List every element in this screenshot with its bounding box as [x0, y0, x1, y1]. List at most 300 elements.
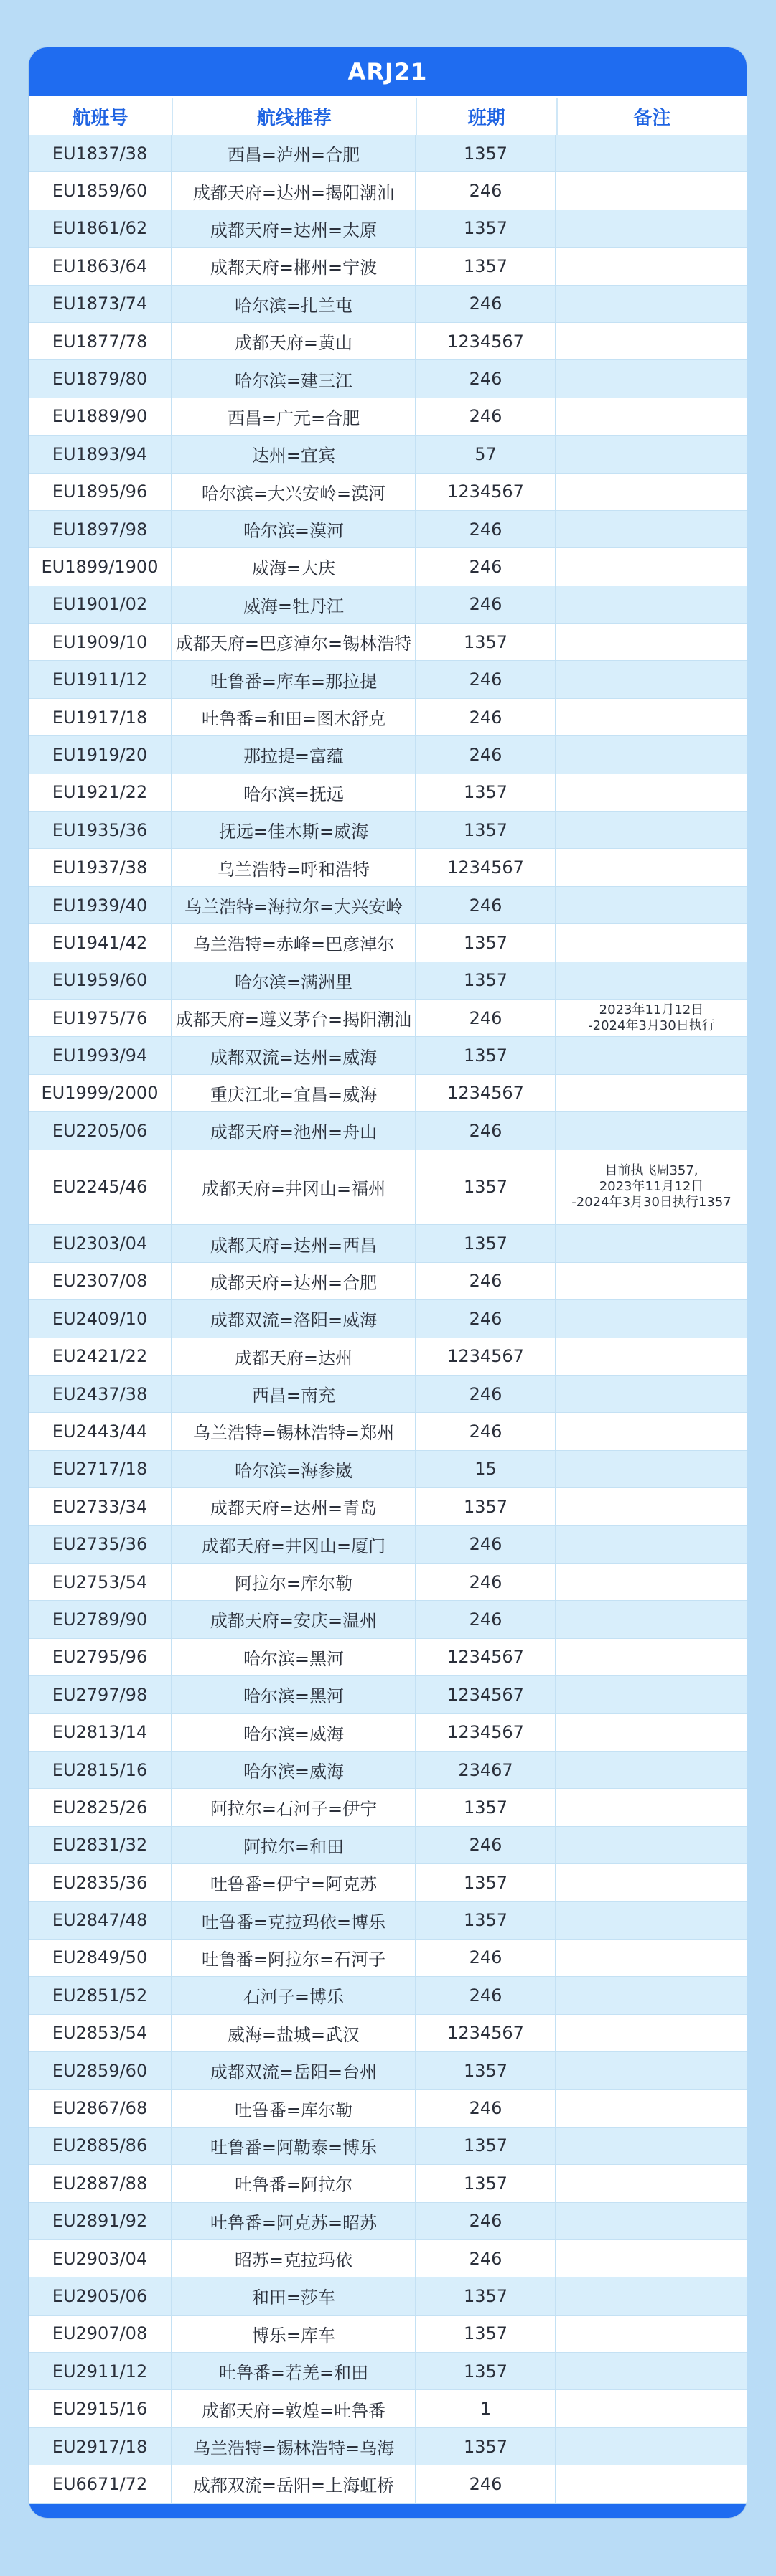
cell-note [556, 1639, 747, 1676]
cell-note [556, 849, 747, 886]
table-row [29, 812, 747, 849]
cell-route: 西昌=南充 [172, 1376, 416, 1413]
cell-note [556, 924, 747, 962]
table-row [29, 511, 747, 548]
cell-flight: EU1917/18 [29, 699, 172, 736]
cell-flight: EU1859/60 [29, 172, 172, 210]
table-title: ARJ21 [29, 47, 747, 96]
cell-route: 成都天府=井冈山=厦门 [172, 1526, 416, 1563]
cell-flight: EU2421/22 [29, 1338, 172, 1376]
table-row [29, 474, 747, 511]
table-row [29, 1488, 747, 1526]
table-row [29, 135, 747, 172]
table-row [29, 2090, 747, 2127]
cell-days: 246 [416, 1526, 556, 1563]
cell-days: 246 [416, 1827, 556, 1864]
cell-flight: EU2907/08 [29, 2316, 172, 2353]
cell-flight: EU2205/06 [29, 1112, 172, 1150]
table-row [29, 924, 747, 962]
cell-flight: EU2815/16 [29, 1752, 172, 1789]
cell-route: 成都天府=郴州=宁波 [172, 248, 416, 285]
cell-route: 成都双流=岳阳=台州 [172, 2052, 416, 2090]
cell-flight: EU2733/34 [29, 1488, 172, 1526]
cell-flight: EU2917/18 [29, 2428, 172, 2465]
cell-note [556, 2090, 747, 2127]
table-header [29, 96, 747, 135]
cell-note [556, 398, 747, 436]
cell-route: 哈尔滨=建三江 [172, 360, 416, 398]
table-row [29, 1037, 747, 1074]
cell-days: 1357 [416, 2128, 556, 2165]
cell-days: 246 [416, 1601, 556, 1638]
cell-route: 哈尔滨=海参崴 [172, 1451, 416, 1488]
cell-note [556, 1263, 747, 1300]
cell-flight: EU1993/94 [29, 1037, 172, 1074]
cell-route: 那拉提=富蕴 [172, 736, 416, 774]
cell-route: 吐鲁番=阿拉尔 [172, 2165, 416, 2202]
table-row [29, 1225, 747, 1262]
cell-flight: EU1877/78 [29, 323, 172, 360]
cell-note [556, 1864, 747, 1902]
header-flight: 航班号 [29, 98, 173, 135]
cell-note [556, 1676, 747, 1714]
cell-route: 成都天府=达州=合肥 [172, 1263, 416, 1300]
header-route: 航线推荐 [173, 98, 417, 135]
cell-flight: EU1895/96 [29, 474, 172, 511]
cell-note [556, 2465, 747, 2503]
cell-note [556, 323, 747, 360]
table-row [29, 1827, 747, 1864]
cell-route: 成都双流=岳阳=上海虹桥 [172, 2465, 416, 2503]
cell-flight: EU2831/32 [29, 1827, 172, 1864]
cell-flight: EU1939/40 [29, 887, 172, 924]
cell-days: 246 [416, 2203, 556, 2240]
cell-days: 1234567 [416, 849, 556, 886]
table-row [29, 624, 747, 661]
cell-flight: EU2797/98 [29, 1676, 172, 1714]
cell-route: 吐鲁番=若羌=和田 [172, 2353, 416, 2390]
cell-days: 246 [416, 172, 556, 210]
cell-flight: EU2853/54 [29, 2015, 172, 2052]
cell-route: 成都天府=达州=揭阳潮汕 [172, 172, 416, 210]
table-row [29, 1752, 747, 1789]
table-row [29, 2128, 747, 2165]
cell-flight: EU1975/76 [29, 1000, 172, 1037]
cell-note [556, 2052, 747, 2090]
cell-route: 成都天府=遵义茅台=揭阳潮汕 [172, 1000, 416, 1037]
cell-note [556, 2015, 747, 2052]
cell-flight: EU1935/36 [29, 812, 172, 849]
cell-route: 乌兰浩特=海拉尔=大兴安岭 [172, 887, 416, 924]
cell-flight: EU2905/06 [29, 2277, 172, 2315]
table-row [29, 849, 747, 886]
cell-flight: EU6671/72 [29, 2465, 172, 2503]
cell-note [556, 1977, 747, 2014]
cell-note [556, 1902, 747, 1939]
cell-days: 1357 [416, 210, 556, 248]
cell-days: 246 [416, 1300, 556, 1338]
cell-flight: EU1901/02 [29, 586, 172, 624]
cell-days: 246 [416, 1263, 556, 1300]
cell-days: 246 [416, 661, 556, 698]
cell-days: 1357 [416, 624, 556, 661]
cell-route: 威海=牡丹江 [172, 586, 416, 624]
cell-note [556, 1225, 747, 1262]
table-row [29, 1075, 747, 1112]
table-row [29, 2390, 747, 2427]
cell-days: 1357 [416, 774, 556, 812]
table-footer-bar [29, 2504, 747, 2518]
table-row [29, 1338, 747, 1376]
cell-route: 成都天府=黄山 [172, 323, 416, 360]
cell-flight: EU2307/08 [29, 1263, 172, 1300]
cell-days: 1 [416, 2390, 556, 2427]
table-row [29, 1451, 747, 1488]
table-row [29, 210, 747, 248]
table-row [29, 1601, 747, 1638]
cell-route: 乌兰浩特=呼和浩特 [172, 849, 416, 886]
cell-days: 1357 [416, 924, 556, 962]
cell-route: 昭苏=克拉玛依 [172, 2240, 416, 2277]
table-row [29, 1526, 747, 1563]
cell-days: 246 [416, 1564, 556, 1601]
cell-flight: EU2443/44 [29, 1413, 172, 1450]
table-row [29, 2277, 747, 2315]
table-row [29, 1902, 747, 1939]
cell-days: 1234567 [416, 1676, 556, 1714]
cell-note [556, 1940, 747, 1977]
cell-flight: EU2867/68 [29, 2090, 172, 2127]
cell-flight: EU1897/98 [29, 511, 172, 548]
table-row [29, 2203, 747, 2240]
cell-route: 成都天府=敦煌=吐鲁番 [172, 2390, 416, 2427]
cell-flight: EU1937/38 [29, 849, 172, 886]
cell-note [556, 286, 747, 323]
cell-days: 246 [416, 2465, 556, 2503]
cell-flight: EU1919/20 [29, 736, 172, 774]
cell-flight: EU1999/2000 [29, 1075, 172, 1112]
table-row [29, 248, 747, 285]
cell-note [556, 1338, 747, 1376]
table-row [29, 2165, 747, 2202]
cell-flight: EU2717/18 [29, 1451, 172, 1488]
cell-route: 威海=大庆 [172, 548, 416, 586]
cell-route: 成都天府=安庆=温州 [172, 1601, 416, 1638]
cell-note [556, 2428, 747, 2465]
cell-route: 哈尔滨=扎兰屯 [172, 286, 416, 323]
cell-route: 成都天府=井冈山=福州 [172, 1150, 416, 1226]
cell-days: 23467 [416, 1752, 556, 1789]
cell-flight: EU2825/26 [29, 1789, 172, 1826]
cell-note [556, 586, 747, 624]
cell-note [556, 661, 747, 698]
cell-days: 1234567 [416, 1639, 556, 1676]
cell-flight: EU2795/96 [29, 1639, 172, 1676]
cell-days: 246 [416, 887, 556, 924]
cell-flight: EU1861/62 [29, 210, 172, 248]
cell-days: 246 [416, 548, 556, 586]
cell-flight: EU2409/10 [29, 1300, 172, 1338]
table-row [29, 286, 747, 323]
cell-days: 1357 [416, 812, 556, 849]
cell-note [556, 1451, 747, 1488]
cell-days: 246 [416, 2090, 556, 2127]
cell-days: 1357 [416, 1789, 556, 1826]
cell-days: 1357 [416, 1864, 556, 1902]
cell-flight: EU2813/14 [29, 1714, 172, 1751]
cell-flight: EU2859/60 [29, 2052, 172, 2090]
cell-route: 吐鲁番=伊宁=阿克苏 [172, 1864, 416, 1902]
cell-flight: EU1941/42 [29, 924, 172, 962]
cell-flight: EU1921/22 [29, 774, 172, 812]
cell-note: 目前执飞周357, 2023年11月12日 -2024年3月30日执行1357 [556, 1150, 747, 1226]
cell-flight: EU1837/38 [29, 135, 172, 172]
table-row [29, 2353, 747, 2390]
cell-note [556, 360, 747, 398]
cell-days: 1357 [416, 962, 556, 1000]
cell-flight: EU2735/36 [29, 1526, 172, 1563]
table-row [29, 172, 747, 210]
cell-route: 达州=宜宾 [172, 436, 416, 473]
cell-days: 246 [416, 286, 556, 323]
cell-note [556, 548, 747, 586]
cell-days: 246 [416, 360, 556, 398]
cell-days: 246 [416, 2240, 556, 2277]
cell-route: 成都天府=巴彦淖尔=锡林浩特 [172, 624, 416, 661]
cell-days: 246 [416, 1413, 556, 1450]
cell-days: 246 [416, 1940, 556, 1977]
cell-note [556, 2240, 747, 2277]
cell-route: 成都天府=池州=舟山 [172, 1112, 416, 1150]
table-row [29, 1112, 747, 1150]
cell-note [556, 1300, 747, 1338]
cell-route: 哈尔滨=黑河 [172, 1676, 416, 1714]
cell-note [556, 887, 747, 924]
cell-note [556, 436, 747, 473]
table-row [29, 2428, 747, 2465]
cell-days: 1357 [416, 2165, 556, 2202]
cell-days: 1357 [416, 135, 556, 172]
header-days: 班期 [417, 98, 558, 135]
cell-note [556, 699, 747, 736]
cell-flight: EU2303/04 [29, 1225, 172, 1262]
table-row [29, 2052, 747, 2090]
cell-flight: EU2915/16 [29, 2390, 172, 2427]
cell-note [556, 962, 747, 1000]
cell-note [556, 624, 747, 661]
table-row [29, 360, 747, 398]
cell-note [556, 172, 747, 210]
cell-route: 石河子=博乐 [172, 1977, 416, 2014]
cell-days: 1234567 [416, 1075, 556, 1112]
cell-flight: EU1899/1900 [29, 548, 172, 586]
cell-route: 吐鲁番=阿拉尔=石河子 [172, 1940, 416, 1977]
table-row [29, 1000, 747, 1037]
table-row [29, 887, 747, 924]
cell-days: 15 [416, 1451, 556, 1488]
table-row [29, 1789, 747, 1826]
cell-route: 成都天府=达州=西昌 [172, 1225, 416, 1262]
cell-note [556, 1526, 747, 1563]
cell-days: 1357 [416, 1037, 556, 1074]
table-body [29, 135, 747, 2504]
cell-days: 57 [416, 436, 556, 473]
cell-note [556, 2203, 747, 2240]
cell-days: 1357 [416, 1488, 556, 1526]
cell-route: 阿拉尔=库尔勒 [172, 1564, 416, 1601]
table-row [29, 1564, 747, 1601]
cell-route: 阿拉尔=石河子=伊宁 [172, 1789, 416, 1826]
table-row [29, 661, 747, 698]
cell-days: 1357 [416, 248, 556, 285]
cell-flight: EU2835/36 [29, 1864, 172, 1902]
table-row [29, 1413, 747, 1450]
table-row [29, 2240, 747, 2277]
cell-days: 1234567 [416, 1338, 556, 1376]
cell-flight: EU1889/90 [29, 398, 172, 436]
cell-days: 1357 [416, 2277, 556, 2315]
table-row [29, 1714, 747, 1751]
cell-days: 1357 [416, 2316, 556, 2353]
cell-route: 哈尔滨=大兴安岭=漠河 [172, 474, 416, 511]
cell-route: 哈尔滨=威海 [172, 1714, 416, 1751]
cell-note [556, 2390, 747, 2427]
table-row [29, 548, 747, 586]
header-note: 备注 [633, 107, 671, 129]
table-row [29, 962, 747, 1000]
cell-note [556, 2128, 747, 2165]
cell-days: 246 [416, 1000, 556, 1037]
schedule-card [29, 47, 747, 2518]
cell-days: 246 [416, 1112, 556, 1150]
cell-note [556, 135, 747, 172]
cell-route: 成都双流=洛阳=威海 [172, 1300, 416, 1338]
cell-flight: EU1863/64 [29, 248, 172, 285]
cell-days: 246 [416, 699, 556, 736]
cell-flight: EU2903/04 [29, 2240, 172, 2277]
cell-route: 抚远=佳木斯=威海 [172, 812, 416, 849]
cell-route: 哈尔滨=抚远 [172, 774, 416, 812]
cell-days: 246 [416, 398, 556, 436]
table-row [29, 1977, 747, 2014]
cell-note [556, 1789, 747, 1826]
cell-days: 1234567 [416, 2015, 556, 2052]
cell-days: 246 [416, 1977, 556, 2014]
table-row [29, 586, 747, 624]
cell-route: 哈尔滨=威海 [172, 1752, 416, 1789]
cell-note [556, 736, 747, 774]
cell-note [556, 1714, 747, 1751]
cell-days: 246 [416, 511, 556, 548]
cell-route: 威海=盐城=武汉 [172, 2015, 416, 2052]
cell-days: 246 [416, 736, 556, 774]
cell-flight: EU1879/80 [29, 360, 172, 398]
cell-route: 成都天府=达州 [172, 1338, 416, 1376]
table-row [29, 699, 747, 736]
cell-note [556, 1037, 747, 1074]
cell-days: 1357 [416, 2353, 556, 2390]
table-row [29, 398, 747, 436]
cell-route: 阿拉尔=和田 [172, 1827, 416, 1864]
cell-flight: EU2885/86 [29, 2128, 172, 2165]
cell-note [556, 1601, 747, 1638]
cell-days: 246 [416, 586, 556, 624]
cell-note [556, 774, 747, 812]
cell-route: 吐鲁番=阿勒泰=博乐 [172, 2128, 416, 2165]
table-row [29, 1150, 747, 1226]
cell-note [556, 1075, 747, 1112]
cell-route: 哈尔滨=满洲里 [172, 962, 416, 1000]
cell-note [556, 248, 747, 285]
cell-note [556, 2353, 747, 2390]
cell-flight: EU2891/92 [29, 2203, 172, 2240]
cell-route: 乌兰浩特=锡林浩特=乌海 [172, 2428, 416, 2465]
cell-flight: EU1959/60 [29, 962, 172, 1000]
cell-note [556, 1488, 747, 1526]
cell-note [556, 1827, 747, 1864]
cell-flight: EU2245/46 [29, 1150, 172, 1226]
cell-route: 哈尔滨=漠河 [172, 511, 416, 548]
cell-note [556, 2316, 747, 2353]
table-row [29, 1676, 747, 1714]
cell-flight: EU1873/74 [29, 286, 172, 323]
cell-days: 1234567 [416, 323, 556, 360]
cell-note [556, 1112, 747, 1150]
cell-flight: EU2911/12 [29, 2353, 172, 2390]
cell-days: 1357 [416, 1225, 556, 1262]
table-row [29, 1300, 747, 1338]
cell-flight: EU2849/50 [29, 1940, 172, 1977]
cell-note [556, 1376, 747, 1413]
cell-route: 和田=莎车 [172, 2277, 416, 2315]
cell-days: 1234567 [416, 1714, 556, 1751]
cell-route: 乌兰浩特=锡林浩特=郑州 [172, 1413, 416, 1450]
cell-route: 成都天府=达州=青岛 [172, 1488, 416, 1526]
cell-days: 1357 [416, 2428, 556, 2465]
table-row [29, 1864, 747, 1902]
table-row [29, 323, 747, 360]
table-row [29, 774, 747, 812]
cell-days: 1357 [416, 1150, 556, 1226]
cell-note [556, 1752, 747, 1789]
cell-route: 西昌=广元=合肥 [172, 398, 416, 436]
cell-flight: EU1911/12 [29, 661, 172, 698]
table-row [29, 1639, 747, 1676]
cell-route: 吐鲁番=和田=图木舒克 [172, 699, 416, 736]
table-row [29, 736, 747, 774]
cell-note [556, 1564, 747, 1601]
cell-flight: EU2851/52 [29, 1977, 172, 2014]
cell-route: 西昌=泸州=合肥 [172, 135, 416, 172]
table-row [29, 2316, 747, 2353]
table-row [29, 2465, 747, 2503]
cell-route: 吐鲁番=阿克苏=昭苏 [172, 2203, 416, 2240]
cell-route: 吐鲁番=库车=那拉提 [172, 661, 416, 698]
cell-note [556, 812, 747, 849]
cell-days: 1357 [416, 1902, 556, 1939]
cell-flight: EU2789/90 [29, 1601, 172, 1638]
cell-flight: EU1909/10 [29, 624, 172, 661]
cell-days: 246 [416, 1376, 556, 1413]
cell-note [556, 511, 747, 548]
cell-route: 成都双流=达州=威海 [172, 1037, 416, 1074]
cell-note: 2023年11月12日 -2024年3月30日执行 [556, 1000, 747, 1037]
table-row [29, 1263, 747, 1300]
cell-note [556, 2277, 747, 2315]
table-row [29, 436, 747, 473]
cell-route: 吐鲁番=克拉玛依=博乐 [172, 1902, 416, 1939]
cell-flight: EU2887/88 [29, 2165, 172, 2202]
